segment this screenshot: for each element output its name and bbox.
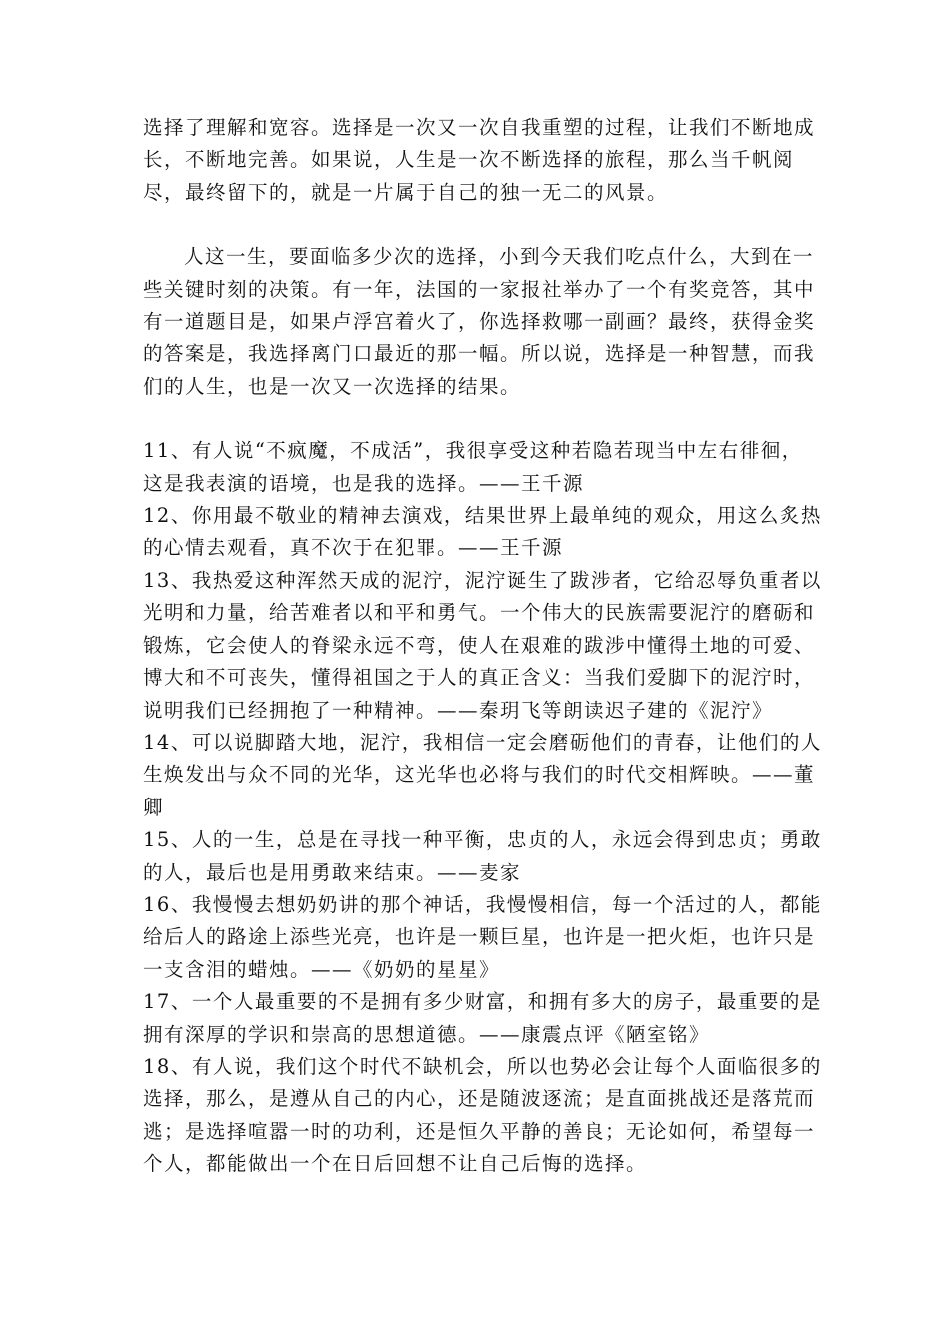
paragraph-choices: 人这一生，要面临多少次的选择，小到今天我们吃点什么，大到在一些关键时刻的决策。有一年，法国的一家报社举办了一个有奖竞答，其中有一道题目是，如果卢浮宫着火了，你选择救哪一副画？最终，获得金奖的答案是，我选择离门口最近的那一幅。所以说，选择是一种智慧，而我们的人生，也是一次又一次选择的结果。 [143,245,816,398]
quote-item-16: 16、我慢慢去想奶奶讲的那个神话，我慢慢相信，每一个活过的人，都能给后人的路途上添些光亮，也许是一颗巨星，也许是一把火炬，也许只是一支含泪的蜡烛。——《奶奶的星星》 [143,892,822,981]
quote-item-14: 14、可以说脚踏大地，泥泞，我相信一定会磨砺他们的青春，让他们的人生焕发出与众不同的光华，这光华也必将与我们的时代交相辉映。——董卿 [143,730,822,819]
quote-item-13: 13、我热爱这种浑然天成的泥泞，泥泞诞生了跋涉者，它给忍辱负重者以光明和力量，给苦难者以和平和勇气。一个伟大的民族需要泥泞的磨砺和锻炼，它会使人的脊梁永远不弯，使人在艰难的跋涉中懂得土地的可爱、博大和不可丧失，懂得祖国之于人的真正含义：当我们爱脚下的泥泞时，说明我们已经拥抱了一种精神。——秦玥飞等朗读迟子建的《泥泞》 [143,568,822,722]
quote-item-18: 18、有人说，我们这个时代不缺机会，所以也势必会让每个人面临很多的选择，那么，是遵从自己的内心，还是随波逐流；是直面挑战还是落荒而逃；是选择喧嚣一时的功利，还是恒久平静的善良；无论如何，希望每一个人，都能做出一个在日后回想不让自己后悔的选择。 [143,1054,822,1176]
quote-item-12: 12、你用最不敬业的精神去演戏，结果世界上最单纯的观众，用这么炙热的心情去观看，真不次于在犯罪。——王千源 [143,504,822,560]
quote-item-11: 11、有人说“不疯魔，不成活”，我很享受这种若隐若现当中左右徘徊，这是我表演的语境，也是我的选择。——王千源 [143,439,803,495]
quote-item-15: 15、人的一生，总是在寻找一种平衡，忠贞的人，永远会得到忠贞；勇敢的人，最后也是用勇敢来结束。——麦家 [143,828,822,884]
document-body [143,112,823,1181]
quote-item-17: 17、一个人最重要的不是拥有多少财富，和拥有多大的房子，最重要的是拥有深厚的学识和崇高的思想道德。——康震点评《陋室铭》 [143,990,822,1046]
paragraph-continuation: 选择了理解和宽容。选择是一次又一次自我重塑的过程，让我们不断地成长，不断地完善。如果说，人生是一次不断选择的旅程，那么当千帆阅尽，最终留下的，就是一片属于自己的独一无二的风景。 [143,116,816,204]
